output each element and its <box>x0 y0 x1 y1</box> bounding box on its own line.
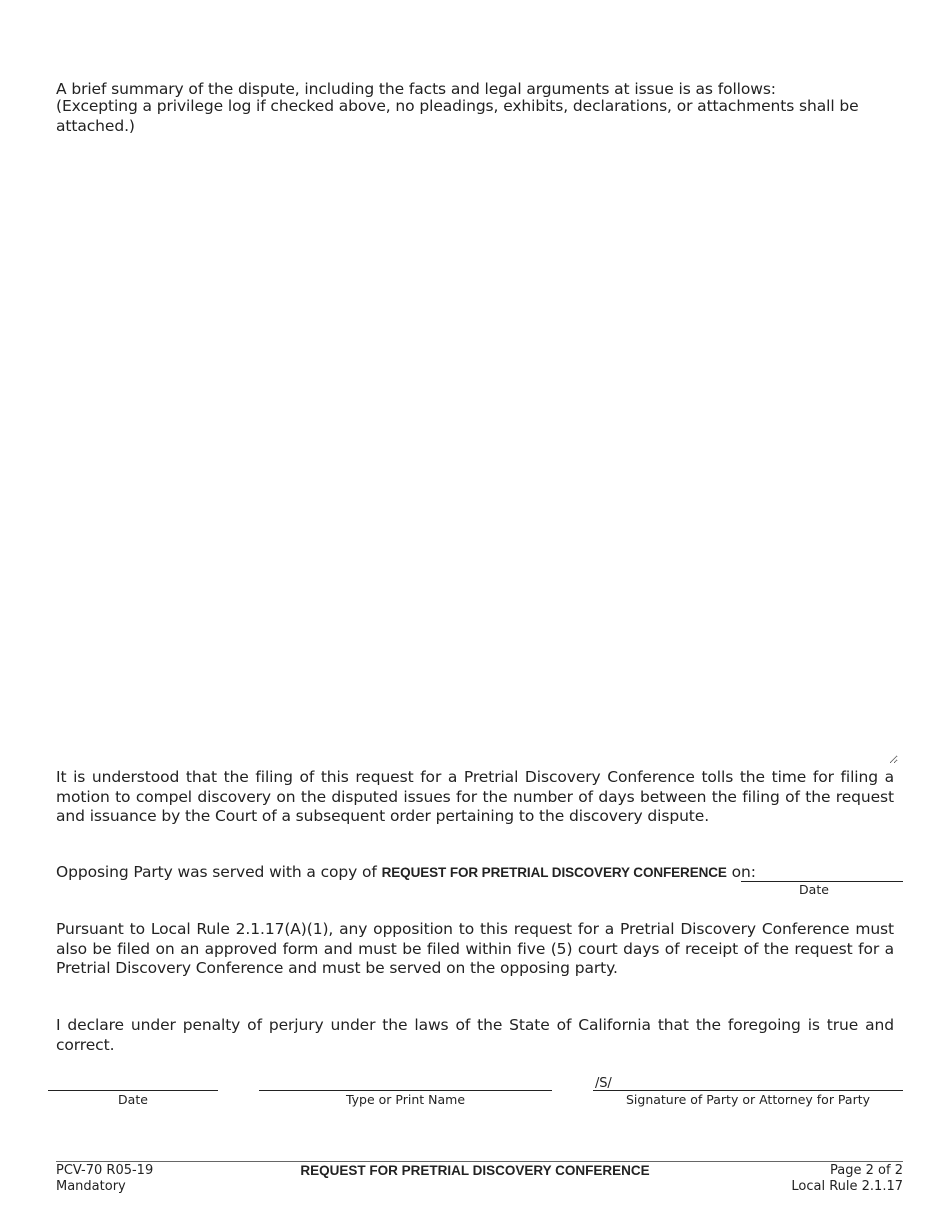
opposition-paragraph: Pursuant to Local Rule 2.1.17(A)(1), any opposition to this request for a Pretrial Discovery Conference must also be filed on an approved form and must be filed within five (5) court days of receipt of the request for a Pretrial Discovery Conference and must be served on the opposing party. <box>56 920 894 977</box>
signature-prefix: /S/ <box>595 1076 612 1091</box>
service-statement <box>56 863 756 883</box>
footer-page-number: Page 2 of 2 <box>830 1163 903 1178</box>
summary-heading: A brief summary of the dispute, including the facts and legal arguments at issue is as follows: <box>56 80 776 98</box>
service-document-name: REQUEST FOR PRETRIAL DISCOVERY CONFERENCE <box>381 865 727 880</box>
footer-divider <box>56 1161 903 1162</box>
service-prefix: Opposing Party was served with a copy of <box>56 863 382 881</box>
footer-form-status: Mandatory <box>56 1179 126 1194</box>
declaration-paragraph: I declare under penalty of perjury under the laws of the State of California that the foregoing is true and correct. <box>56 1016 894 1054</box>
summary-text-area[interactable] <box>56 140 898 764</box>
signature-line[interactable] <box>593 1090 903 1091</box>
print-name-line[interactable] <box>259 1090 552 1091</box>
tolling-paragraph: It is understood that the filing of this request for a Pretrial Discovery Conference tolls the time for filing a motion to compel discovery on the disputed issues for the number of days between the filing of the request and issuance by the Court of a subsequent order pertaining to the discovery dispute. <box>56 768 894 825</box>
service-date-caption: Date <box>799 882 829 897</box>
service-suffix: on: <box>726 863 756 881</box>
signature-date-caption: Date <box>118 1092 148 1107</box>
signature-caption: Signature of Party or Attorney for Party <box>625 1092 871 1107</box>
footer-local-rule: Local Rule 2.1.17 <box>791 1179 903 1194</box>
print-name-caption: Type or Print Name <box>345 1092 466 1107</box>
footer-form-number: PCV-70 R05-19 <box>56 1163 154 1178</box>
signature-date-line[interactable] <box>48 1090 218 1091</box>
summary-note: (Excepting a privilege log if checked above, no pleadings, exhibits, declarations, or attachments shall be attached.) <box>56 97 859 135</box>
footer-title: REQUEST FOR PRETRIAL DISCOVERY CONFERENCE <box>300 1163 650 1178</box>
